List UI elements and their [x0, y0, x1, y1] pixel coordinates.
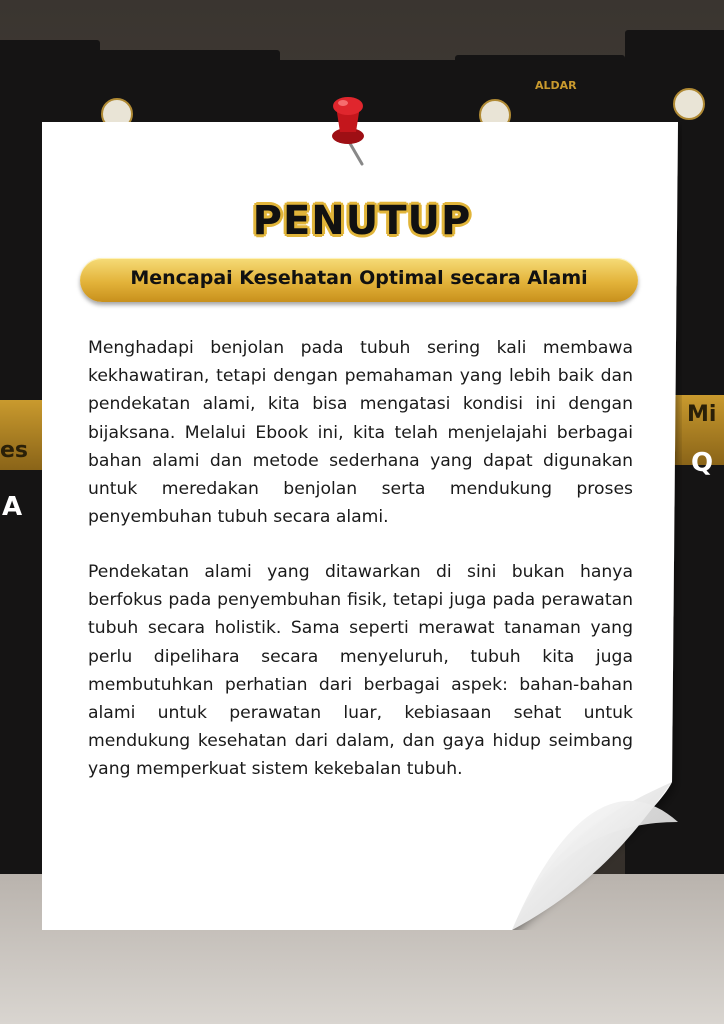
paragraph-1: Menghadapi benjolan pada tubuh sering kali membawa kekhawatiran, tetapi dengan pemahaman yang lebih baik dan pendekatan alami, kita bisa mengatasi kondisi ini dengan bijaksana. Melalui Ebook ini, kita telah menjelajahi berbagai bahan alami dan metode sederhana yang dapat digunakan untuk meredakan benjolan serta mendukung proses penyembuhan tubuh secara alami.	[88, 338, 633, 528]
box-label-right: Q	[691, 448, 714, 478]
box-label-left-top: es	[0, 438, 29, 463]
box-brand-label: ALDAR	[535, 79, 577, 92]
box-label-left: A	[2, 492, 23, 522]
box-label-right-top: Mi	[687, 402, 717, 427]
subtitle-banner	[80, 258, 638, 302]
page-title: PENUTUP	[252, 198, 472, 244]
subtitle-text: Mencapai Kesehatan Optimal secara Alami	[130, 267, 588, 289]
push-pin-icon	[318, 92, 378, 176]
paragraph-2: Pendekatan alami yang ditawarkan di sini bukan hanya berfokus pada penyembuhan fisik, tetapi juga pada perawatan tubuh secara holistik. Sama seperti merawat tanaman yang perlu dipelihara secara menyeluruh, tubuh kita juga membutuhkan perhatian dari berbagai aspek: bahan-bahan alami untuk perawatan luar, kebiasaan sehat untuk mendukung kesehatan dari dalam, dan gaya hidup seimbang yang memperkuat sistem kekebalan tubuh.	[88, 562, 633, 780]
